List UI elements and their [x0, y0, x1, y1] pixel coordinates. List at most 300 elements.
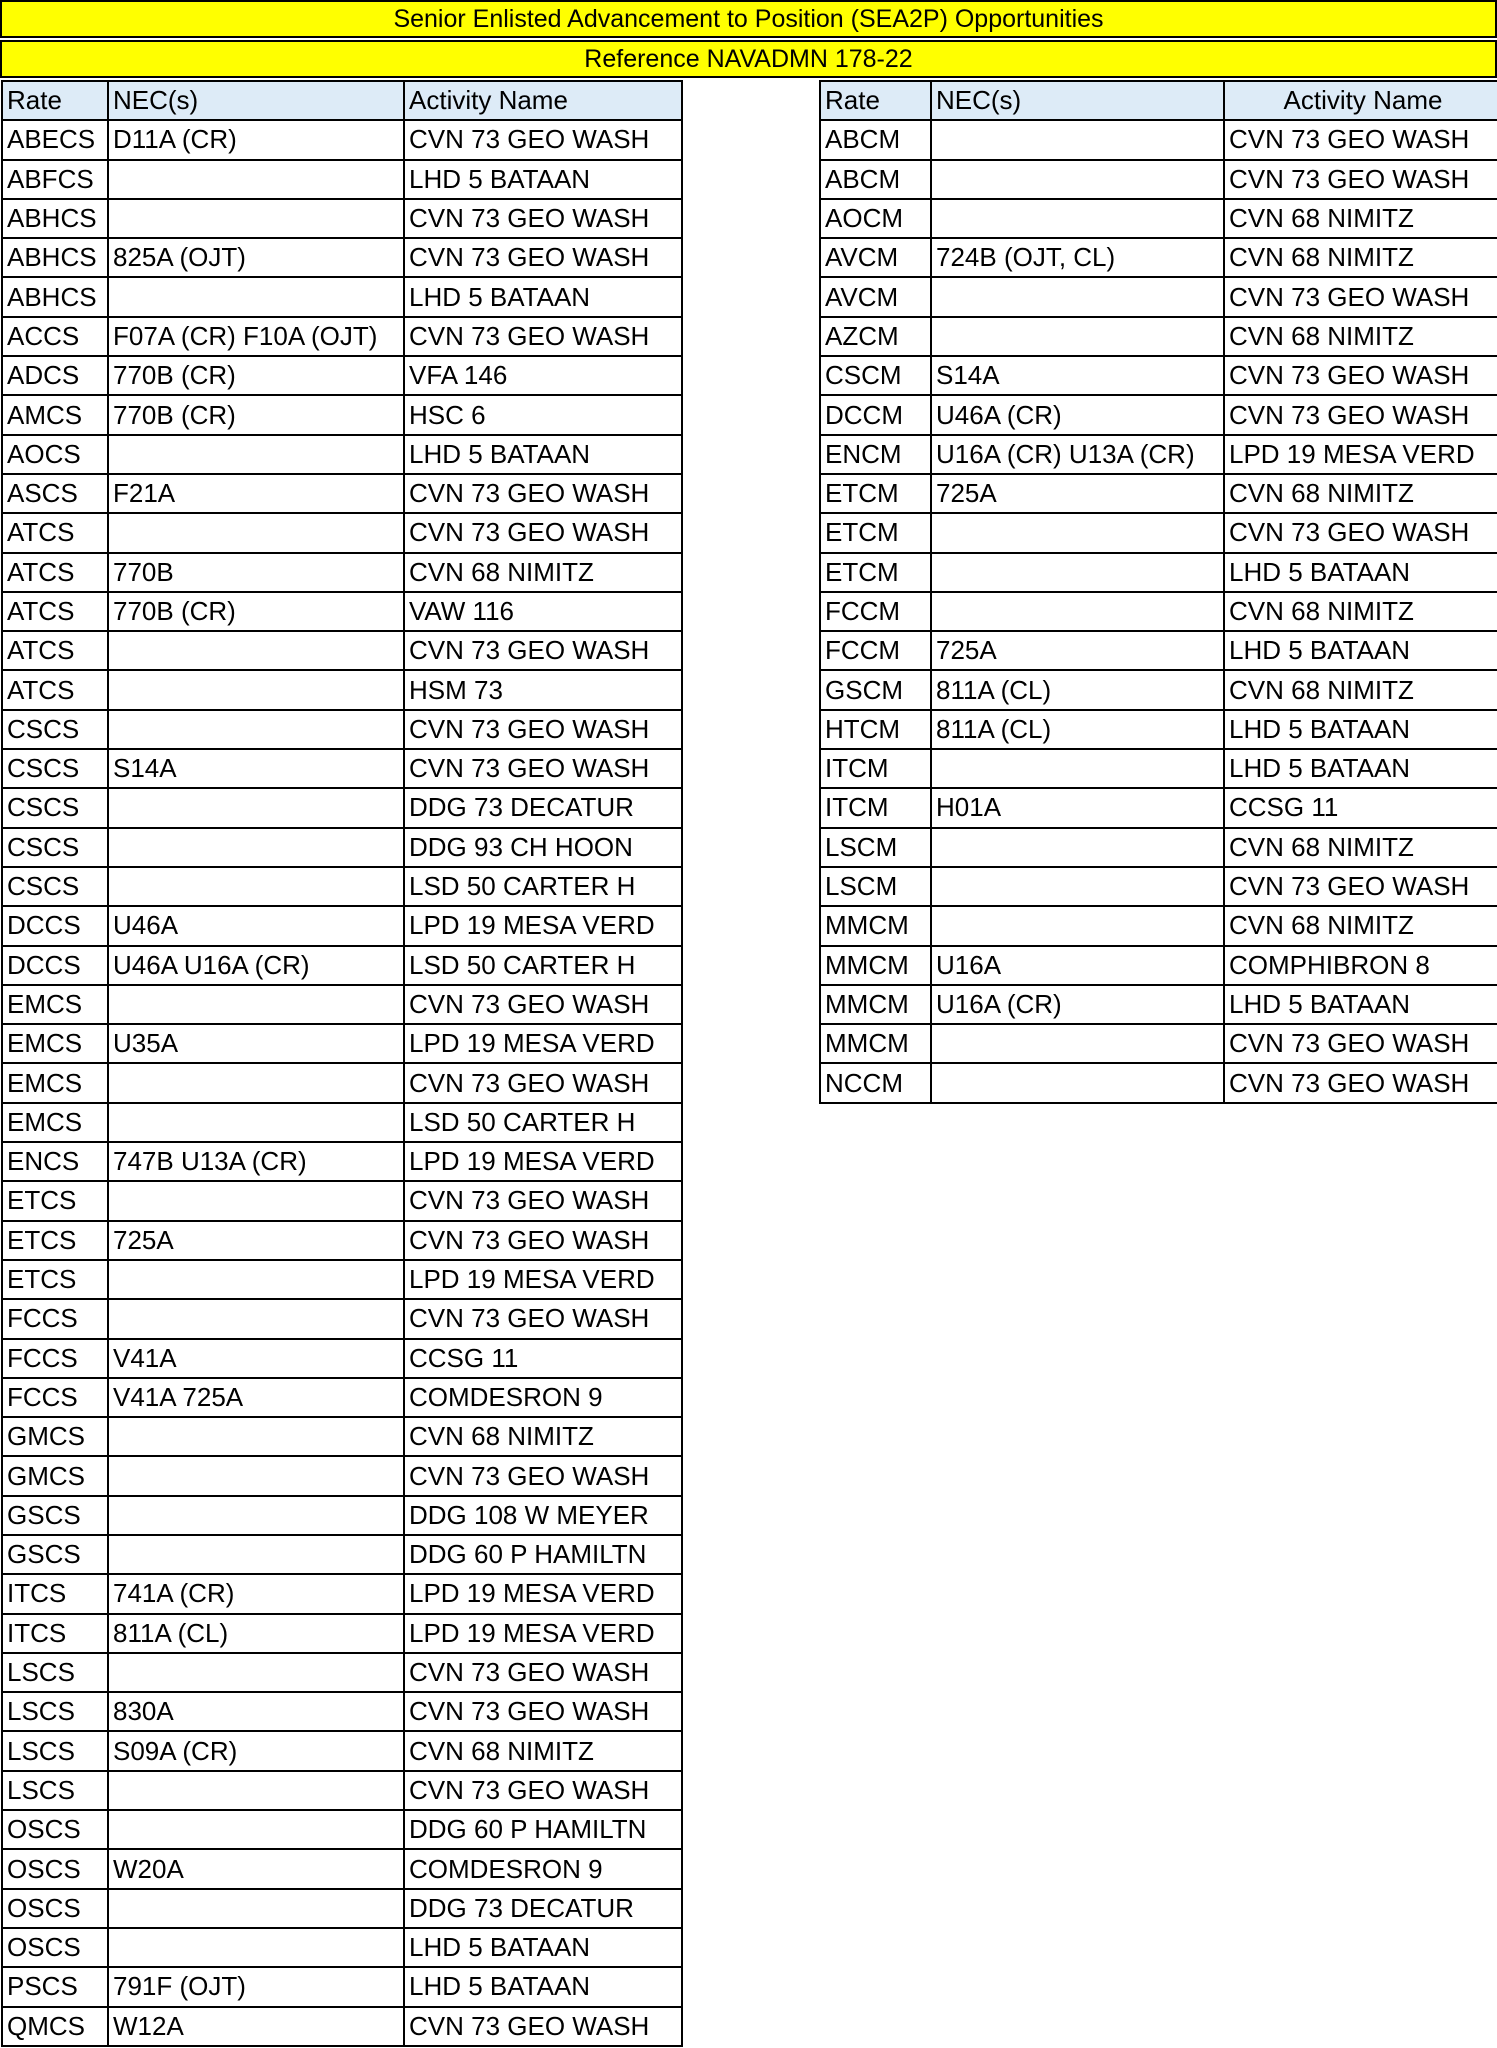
- table-row: [2, 1260, 682, 1299]
- rate-cell: OSCS: [2, 1849, 108, 1888]
- rate-cell: LSCS: [2, 1692, 108, 1731]
- table-row: [2, 867, 682, 906]
- nec-cell: [108, 670, 404, 709]
- rate-cell: LSCS: [2, 1731, 108, 1770]
- activity-cell: CCSG 11: [1224, 788, 1497, 827]
- table-row: [820, 1063, 1497, 1102]
- activity-cell: CVN 73 GEO WASH: [1224, 277, 1497, 316]
- activity-cell: LHD 5 BATAAN: [1224, 985, 1497, 1024]
- nec-cell: S14A: [108, 749, 404, 788]
- rate-cell: GMCS: [2, 1456, 108, 1495]
- activity-cell: COMDESRON 9: [404, 1378, 682, 1417]
- activity-cell: CVN 73 GEO WASH: [1224, 1063, 1497, 1102]
- activity-cell: LPD 19 MESA VERD: [404, 1574, 682, 1613]
- rate-cell: LSCM: [820, 867, 931, 906]
- rate-cell: AMCS: [2, 395, 108, 434]
- rate-cell: LSCS: [2, 1771, 108, 1810]
- nec-cell: 770B (CR): [108, 356, 404, 395]
- table-row: [820, 513, 1497, 552]
- nec-cell: [931, 867, 1224, 906]
- nec-cell: F21A: [108, 474, 404, 513]
- nec-cell: 770B (CR): [108, 592, 404, 631]
- activity-cell: LSD 50 CARTER H: [404, 867, 682, 906]
- activity-cell: CVN 68 NIMITZ: [404, 1731, 682, 1770]
- activity-cell: LHD 5 BATAAN: [404, 1928, 682, 1967]
- activity-cell: CVN 73 GEO WASH: [404, 1221, 682, 1260]
- rate-cell: EMCS: [2, 1063, 108, 1102]
- table-row: [2, 513, 682, 552]
- activity-cell: CVN 73 GEO WASH: [404, 1181, 682, 1220]
- nec-cell: [931, 160, 1224, 199]
- rate-cell: ITCS: [2, 1574, 108, 1613]
- nec-cell: 725A: [931, 631, 1224, 670]
- activity-cell: CVN 73 GEO WASH: [404, 1692, 682, 1731]
- table-row: [820, 867, 1497, 906]
- nec-cell: [108, 1653, 404, 1692]
- activity-cell: DDG 73 DECATUR: [404, 1889, 682, 1928]
- rate-cell: CSCS: [2, 867, 108, 906]
- nec-cell: [108, 199, 404, 238]
- page-subtitle: Reference NAVADMN 178-22: [0, 40, 1497, 78]
- nec-cell: 770B: [108, 553, 404, 592]
- table-row: [2, 317, 682, 356]
- table-row: [820, 553, 1497, 592]
- nec-cell: [931, 553, 1224, 592]
- nec-cell: [108, 985, 404, 1024]
- rate-cell: OSCS: [2, 1889, 108, 1928]
- nec-cell: [931, 199, 1224, 238]
- table-row: [2, 1417, 682, 1456]
- rate-cell: AOCS: [2, 435, 108, 474]
- activity-cell: CVN 73 GEO WASH: [1224, 120, 1497, 159]
- nec-cell: [931, 317, 1224, 356]
- table-header-row: [2, 81, 682, 120]
- rate-cell: DCCS: [2, 906, 108, 945]
- nec-cell: U16A (CR) U13A (CR): [931, 435, 1224, 474]
- rate-cell: HTCM: [820, 710, 931, 749]
- rate-cell: FCCS: [2, 1339, 108, 1378]
- activity-cell: CVN 73 GEO WASH: [404, 1771, 682, 1810]
- rate-cell: NCCM: [820, 1063, 931, 1102]
- table-row: [2, 1731, 682, 1770]
- rate-cell: LSCM: [820, 828, 931, 867]
- nec-cell: [931, 277, 1224, 316]
- rate-cell: ABFCS: [2, 160, 108, 199]
- table-row: [2, 2007, 682, 2046]
- table-row: [820, 710, 1497, 749]
- nec-cell: [931, 513, 1224, 552]
- nec-cell: 811A (CL): [931, 710, 1224, 749]
- nec-cell: W20A: [108, 1849, 404, 1888]
- rate-cell: ATCS: [2, 513, 108, 552]
- nec-cell: [108, 1063, 404, 1102]
- rate-cell: ABHCS: [2, 238, 108, 277]
- rate-cell: ITCM: [820, 749, 931, 788]
- table-row: [2, 1181, 682, 1220]
- table-row: [2, 356, 682, 395]
- activity-cell: CVN 73 GEO WASH: [1224, 356, 1497, 395]
- nec-cell: V41A: [108, 1339, 404, 1378]
- nec-cell: H01A: [931, 788, 1224, 827]
- table-row: [2, 553, 682, 592]
- table-row: [820, 474, 1497, 513]
- activity-cell: CVN 73 GEO WASH: [404, 238, 682, 277]
- nec-cell: 725A: [108, 1221, 404, 1260]
- rate-cell: ACCS: [2, 317, 108, 356]
- nec-cell: [108, 1260, 404, 1299]
- nec-cell: [931, 1063, 1224, 1102]
- nec-cell: [108, 710, 404, 749]
- rate-cell: AOCM: [820, 199, 931, 238]
- rate-cell: QMCS: [2, 2007, 108, 2046]
- activity-cell: CVN 68 NIMITZ: [404, 1417, 682, 1456]
- nec-cell: [108, 1810, 404, 1849]
- activity-cell: CVN 73 GEO WASH: [1224, 1024, 1497, 1063]
- rate-cell: CSCS: [2, 710, 108, 749]
- activity-cell: LHD 5 BATAAN: [404, 1967, 682, 2006]
- activity-cell: CCSG 11: [404, 1339, 682, 1378]
- rate-cell: ENCS: [2, 1142, 108, 1181]
- page-title: Senior Enlisted Advancement to Position (SEA2P) Opportunities: [0, 0, 1497, 38]
- activity-cell: LHD 5 BATAAN: [1224, 631, 1497, 670]
- nec-cell: [108, 160, 404, 199]
- rate-cell: ENCM: [820, 435, 931, 474]
- senior-chief-table: [1, 80, 683, 2047]
- table-row: [2, 1928, 682, 1967]
- activity-cell: LPD 19 MESA VERD: [404, 1260, 682, 1299]
- rate-cell: LSCS: [2, 1653, 108, 1692]
- master-chief-table: [819, 80, 1497, 1104]
- nec-cell: [108, 867, 404, 906]
- activity-cell: DDG 60 P HAMILTN: [404, 1810, 682, 1849]
- table-row: [2, 238, 682, 277]
- rate-cell: CSCM: [820, 356, 931, 395]
- table-row: [820, 1024, 1497, 1063]
- table-row: [820, 946, 1497, 985]
- activity-cell: LHD 5 BATAAN: [404, 435, 682, 474]
- table-row: [820, 199, 1497, 238]
- nec-cell: [108, 435, 404, 474]
- rate-cell: FCCS: [2, 1378, 108, 1417]
- table-header-row: [820, 81, 1497, 120]
- rate-cell: MMCM: [820, 1024, 931, 1063]
- nec-cell: 811A (CL): [931, 670, 1224, 709]
- rate-cell: DCCS: [2, 946, 108, 985]
- nec-cell: U46A (CR): [931, 395, 1224, 434]
- nec-cell: 724B (OJT, CL): [931, 238, 1224, 277]
- table-row: [820, 356, 1497, 395]
- table-row: [2, 120, 682, 159]
- activity-cell: DDG 60 P HAMILTN: [404, 1535, 682, 1574]
- activity-cell: CVN 73 GEO WASH: [404, 1456, 682, 1495]
- table-row: [2, 1692, 682, 1731]
- activity-cell: LPD 19 MESA VERD: [404, 1024, 682, 1063]
- rate-cell: ITCM: [820, 788, 931, 827]
- senior-chief-table-body: [2, 120, 682, 2046]
- nec-cell: [931, 1024, 1224, 1063]
- activity-cell: CVN 68 NIMITZ: [1224, 592, 1497, 631]
- rate-cell: ATCS: [2, 592, 108, 631]
- table-row: [2, 435, 682, 474]
- activity-cell: LHD 5 BATAAN: [1224, 553, 1497, 592]
- table-row: [2, 160, 682, 199]
- activity-cell: LSD 50 CARTER H: [404, 1103, 682, 1142]
- nec-cell: [108, 788, 404, 827]
- activity-cell: DDG 93 CH HOON: [404, 828, 682, 867]
- table-row: [2, 592, 682, 631]
- nec-cell: [931, 120, 1224, 159]
- activity-cell: LHD 5 BATAAN: [1224, 710, 1497, 749]
- activity-cell: CVN 68 NIMITZ: [1224, 199, 1497, 238]
- activity-cell: CVN 73 GEO WASH: [404, 120, 682, 159]
- activity-cell: CVN 68 NIMITZ: [1224, 474, 1497, 513]
- activity-cell: CVN 73 GEO WASH: [1224, 395, 1497, 434]
- nec-cell: [108, 1889, 404, 1928]
- nec-cell: [108, 1535, 404, 1574]
- nec-cell: 791F (OJT): [108, 1967, 404, 2006]
- rate-cell: MMCM: [820, 985, 931, 1024]
- activity-cell: LPD 19 MESA VERD: [404, 1142, 682, 1181]
- activity-cell: CVN 73 GEO WASH: [404, 317, 682, 356]
- activity-cell: CVN 73 GEO WASH: [404, 2007, 682, 2046]
- nec-cell: U46A U16A (CR): [108, 946, 404, 985]
- rate-cell: GSCM: [820, 670, 931, 709]
- rate-cell: GSCS: [2, 1496, 108, 1535]
- activity-cell: DDG 108 W MEYER: [404, 1496, 682, 1535]
- rate-cell: ABCM: [820, 120, 931, 159]
- nec-cell: [108, 1181, 404, 1220]
- header-activity: Activity Name: [1224, 81, 1497, 120]
- activity-cell: CVN 73 GEO WASH: [404, 513, 682, 552]
- activity-cell: LPD 19 MESA VERD: [404, 906, 682, 945]
- table-row: [2, 631, 682, 670]
- activity-cell: CVN 68 NIMITZ: [1224, 828, 1497, 867]
- table-row: [820, 238, 1497, 277]
- table-row: [820, 395, 1497, 434]
- nec-cell: U16A (CR): [931, 985, 1224, 1024]
- table-row: [820, 828, 1497, 867]
- rate-cell: ETCM: [820, 513, 931, 552]
- nec-cell: V41A 725A: [108, 1378, 404, 1417]
- activity-cell: CVN 68 NIMITZ: [1224, 670, 1497, 709]
- activity-cell: CVN 73 GEO WASH: [404, 1299, 682, 1338]
- activity-cell: CVN 73 GEO WASH: [404, 474, 682, 513]
- table-row: [820, 670, 1497, 709]
- rate-cell: EMCS: [2, 1103, 108, 1142]
- table-row: [2, 670, 682, 709]
- activity-cell: LPD 19 MESA VERD: [404, 1614, 682, 1653]
- nec-cell: [108, 631, 404, 670]
- activity-cell: HSC 6: [404, 395, 682, 434]
- nec-cell: S14A: [931, 356, 1224, 395]
- table-row: [820, 631, 1497, 670]
- table-row: [2, 277, 682, 316]
- table-row: [2, 906, 682, 945]
- rate-cell: FCCM: [820, 592, 931, 631]
- activity-cell: CVN 68 NIMITZ: [1224, 906, 1497, 945]
- rate-cell: DCCM: [820, 395, 931, 434]
- activity-cell: CVN 73 GEO WASH: [1224, 160, 1497, 199]
- table-row: [820, 592, 1497, 631]
- activity-cell: HSM 73: [404, 670, 682, 709]
- table-row: [2, 1614, 682, 1653]
- nec-cell: W12A: [108, 2007, 404, 2046]
- rate-cell: ABCM: [820, 160, 931, 199]
- table-row: [820, 788, 1497, 827]
- activity-cell: COMDESRON 9: [404, 1849, 682, 1888]
- header-nec: NEC(s): [108, 81, 404, 120]
- activity-cell: CVN 73 GEO WASH: [1224, 513, 1497, 552]
- table-row: [2, 1024, 682, 1063]
- table-row: [2, 710, 682, 749]
- activity-cell: DDG 73 DECATUR: [404, 788, 682, 827]
- table-row: [820, 120, 1497, 159]
- table-row: [820, 985, 1497, 1024]
- table-row: [2, 1378, 682, 1417]
- table-row: [2, 395, 682, 434]
- table-row: [2, 474, 682, 513]
- activity-cell: CVN 73 GEO WASH: [404, 1653, 682, 1692]
- activity-cell: CVN 68 NIMITZ: [1224, 238, 1497, 277]
- nec-cell: S09A (CR): [108, 1731, 404, 1770]
- rate-cell: ATCS: [2, 670, 108, 709]
- nec-cell: [108, 1299, 404, 1338]
- activity-cell: LSD 50 CARTER H: [404, 946, 682, 985]
- rate-cell: ETCM: [820, 553, 931, 592]
- rate-cell: PSCS: [2, 1967, 108, 2006]
- nec-cell: [931, 906, 1224, 945]
- activity-cell: CVN 73 GEO WASH: [404, 1063, 682, 1102]
- table-row: [2, 1574, 682, 1613]
- activity-cell: CVN 73 GEO WASH: [404, 710, 682, 749]
- activity-cell: CVN 68 NIMITZ: [1224, 317, 1497, 356]
- table-row: [2, 1299, 682, 1338]
- rate-cell: ETCS: [2, 1260, 108, 1299]
- activity-cell: VFA 146: [404, 356, 682, 395]
- nec-cell: 741A (CR): [108, 1574, 404, 1613]
- rate-cell: ETCM: [820, 474, 931, 513]
- nec-cell: [931, 749, 1224, 788]
- rate-cell: FCCS: [2, 1299, 108, 1338]
- rate-cell: ITCS: [2, 1614, 108, 1653]
- activity-cell: LPD 19 MESA VERD: [1224, 435, 1497, 474]
- table-row: [2, 1535, 682, 1574]
- activity-cell: LHD 5 BATAAN: [1224, 749, 1497, 788]
- table-row: [2, 1221, 682, 1260]
- activity-cell: CVN 73 GEO WASH: [404, 631, 682, 670]
- activity-cell: CVN 73 GEO WASH: [404, 199, 682, 238]
- nec-cell: [108, 1103, 404, 1142]
- activity-cell: CVN 73 GEO WASH: [1224, 867, 1497, 906]
- rate-cell: AZCM: [820, 317, 931, 356]
- table-row: [2, 1339, 682, 1378]
- rate-cell: CSCS: [2, 788, 108, 827]
- rate-cell: ATCS: [2, 631, 108, 670]
- rate-cell: ETCS: [2, 1181, 108, 1220]
- rate-cell: FCCM: [820, 631, 931, 670]
- table-row: [2, 1456, 682, 1495]
- nec-cell: U46A: [108, 906, 404, 945]
- nec-cell: [931, 828, 1224, 867]
- table-row: [2, 1496, 682, 1535]
- activity-cell: COMPHIBRON 8: [1224, 946, 1497, 985]
- rate-cell: ABECS: [2, 120, 108, 159]
- rate-cell: ASCS: [2, 474, 108, 513]
- nec-cell: [108, 828, 404, 867]
- table-row: [2, 1889, 682, 1928]
- table-row: [2, 749, 682, 788]
- table-row: [2, 828, 682, 867]
- table-row: [820, 160, 1497, 199]
- rate-cell: CSCS: [2, 828, 108, 867]
- nec-cell: 830A: [108, 1692, 404, 1731]
- nec-cell: [108, 1496, 404, 1535]
- rate-cell: GSCS: [2, 1535, 108, 1574]
- activity-cell: VAW 116: [404, 592, 682, 631]
- nec-cell: [108, 277, 404, 316]
- table-row: [2, 985, 682, 1024]
- table-row: [820, 435, 1497, 474]
- table-row: [2, 1103, 682, 1142]
- nec-cell: [931, 592, 1224, 631]
- nec-cell: U35A: [108, 1024, 404, 1063]
- table-row: [2, 1810, 682, 1849]
- header-activity: Activity Name: [404, 81, 682, 120]
- rate-cell: ATCS: [2, 553, 108, 592]
- table-row: [820, 317, 1497, 356]
- rate-cell: GMCS: [2, 1417, 108, 1456]
- activity-cell: CVN 73 GEO WASH: [404, 985, 682, 1024]
- rate-cell: ETCS: [2, 1221, 108, 1260]
- table-row: [2, 788, 682, 827]
- table-row: [2, 1967, 682, 2006]
- table-row: [2, 1142, 682, 1181]
- rate-cell: CSCS: [2, 749, 108, 788]
- nec-cell: [108, 513, 404, 552]
- nec-cell: 825A (OJT): [108, 238, 404, 277]
- activity-cell: LHD 5 BATAAN: [404, 277, 682, 316]
- rate-cell: MMCM: [820, 906, 931, 945]
- header-rate: Rate: [2, 81, 108, 120]
- table-row: [2, 199, 682, 238]
- rate-cell: EMCS: [2, 985, 108, 1024]
- rate-cell: EMCS: [2, 1024, 108, 1063]
- rate-cell: AVCM: [820, 277, 931, 316]
- table-row: [2, 946, 682, 985]
- rate-cell: ABHCS: [2, 199, 108, 238]
- nec-cell: 770B (CR): [108, 395, 404, 434]
- table-row: [2, 1063, 682, 1102]
- table-row: [820, 749, 1497, 788]
- table-row: [2, 1653, 682, 1692]
- nec-cell: 747B U13A (CR): [108, 1142, 404, 1181]
- rate-cell: OSCS: [2, 1810, 108, 1849]
- table-row: [2, 1771, 682, 1810]
- nec-cell: [108, 1928, 404, 1967]
- master-chief-table-body: [820, 120, 1497, 1102]
- header-nec: NEC(s): [931, 81, 1224, 120]
- table-row: [820, 906, 1497, 945]
- activity-cell: CVN 73 GEO WASH: [404, 749, 682, 788]
- nec-cell: 725A: [931, 474, 1224, 513]
- nec-cell: D11A (CR): [108, 120, 404, 159]
- activity-cell: LHD 5 BATAAN: [404, 160, 682, 199]
- nec-cell: [108, 1417, 404, 1456]
- rate-cell: OSCS: [2, 1928, 108, 1967]
- rate-cell: ABHCS: [2, 277, 108, 316]
- nec-cell: 811A (CL): [108, 1614, 404, 1653]
- nec-cell: [108, 1771, 404, 1810]
